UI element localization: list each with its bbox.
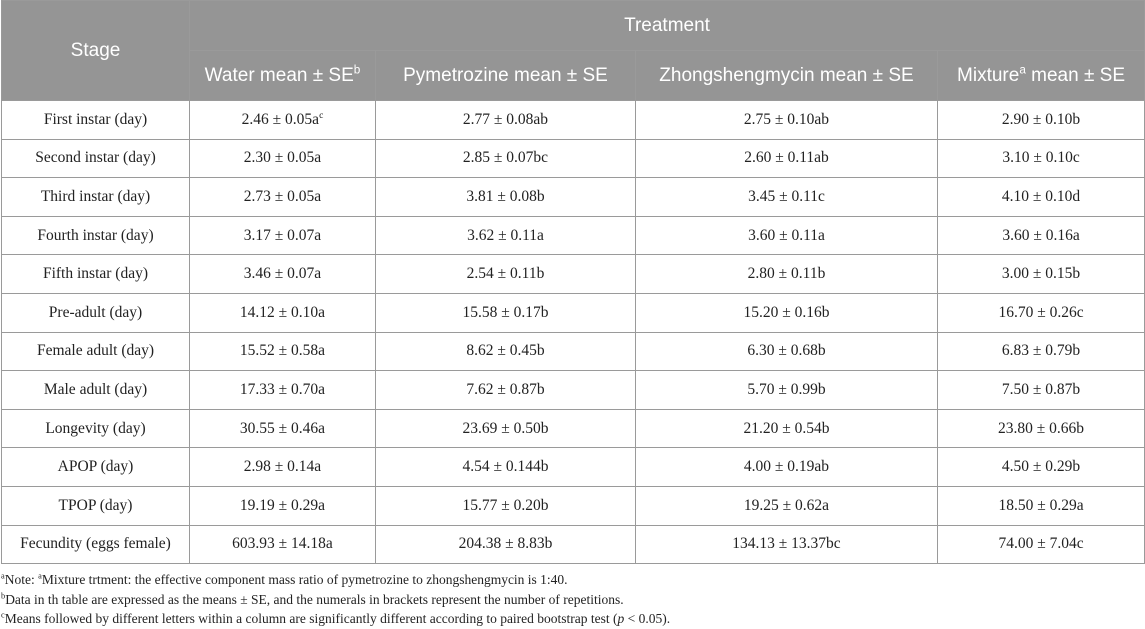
cell-value: 2.46 ± 0.05a — [241, 110, 320, 128]
zhongshengmycin-cell: 2.75 ± 0.10ab — [636, 101, 938, 140]
column-name-suffix: mean ± SE — [1025, 64, 1125, 86]
footnote-marker: c — [319, 109, 324, 121]
stage-cell: Fifth instar (day) — [2, 255, 190, 294]
footnote-text: Mixture trtment: the effective component mass ratio of pymetrozine to zhongshengmycin is 1:40. — [41, 572, 568, 588]
pymetrozine-cell: 7.62 ± 0.87b — [376, 371, 636, 410]
table-row — [2, 525, 1145, 564]
water-cell: 30.55 ± 0.46a — [190, 409, 376, 448]
pymetrozine-cell: 3.81 ± 0.08b — [376, 178, 636, 217]
water-cell: 19.19 ± 0.29a — [190, 486, 376, 525]
water-cell: 15.52 ± 0.58a — [190, 332, 376, 371]
zhongshengmycin-cell: 2.80 ± 0.11b — [636, 255, 938, 294]
pymetrozine-cell: 2.54 ± 0.11b — [376, 255, 636, 294]
mixture-cell: 7.50 ± 0.87b — [938, 371, 1145, 410]
stage-cell: Longevity (day) — [2, 409, 190, 448]
table-row — [2, 293, 1145, 332]
stage-cell: Fourth instar (day) — [2, 216, 190, 255]
pymetrozine-column-header — [376, 51, 636, 101]
footnote-lead: Note: — [4, 572, 39, 588]
zhongshengmycin-cell: 6.30 ± 0.68b — [636, 332, 938, 371]
pymetrozine-cell: 2.85 ± 0.07bc — [376, 139, 636, 178]
water-cell: 3.46 ± 0.07a — [190, 255, 376, 294]
pymetrozine-cell: 8.62 ± 0.45b — [376, 332, 636, 371]
stage-cell: Third instar (day) — [2, 178, 190, 217]
footnote-marker: c — [1, 610, 5, 620]
mixture-cell: 16.70 ± 0.26c — [938, 293, 1145, 332]
mixture-cell: 3.60 ± 0.16a — [938, 216, 1145, 255]
pymetrozine-cell: 23.69 ± 0.50b — [376, 409, 636, 448]
table-row — [2, 332, 1145, 371]
footnote-marker: a — [1, 571, 5, 581]
pymetrozine-cell: 15.77 ± 0.20b — [376, 486, 636, 525]
water-column-header — [190, 51, 376, 101]
mixture-cell: 3.00 ± 0.15b — [938, 255, 1145, 294]
mixture-cell: 2.90 ± 0.10b — [938, 101, 1145, 140]
footnote-text: Means followed by different letters within a column are significantly different according to paired bootstrap test ( — [4, 611, 618, 627]
column-name: Zhongshengmycin mean ± SE — [659, 64, 914, 86]
table-row — [2, 216, 1145, 255]
pymetrozine-cell: 3.62 ± 0.11a — [376, 216, 636, 255]
table-row — [2, 371, 1145, 410]
mixture-column-header — [938, 51, 1145, 101]
table-row — [2, 409, 1145, 448]
footnote-a — [1, 570, 1144, 590]
zhongshengmycin-cell: 5.70 ± 0.99b — [636, 371, 938, 410]
results-table — [1, 0, 1145, 564]
footnote-c — [1, 609, 1144, 629]
water-cell: 3.17 ± 0.07a — [190, 216, 376, 255]
table-row — [2, 255, 1145, 294]
mixture-cell: 4.50 ± 0.29b — [938, 448, 1145, 487]
mixture-cell: 23.80 ± 0.66b — [938, 409, 1145, 448]
water-cell: 14.12 ± 0.10a — [190, 293, 376, 332]
table-row — [2, 178, 1145, 217]
mixture-cell: 18.50 ± 0.29a — [938, 486, 1145, 525]
stage-cell: Male adult (day) — [2, 371, 190, 410]
zhongshengmycin-cell: 3.45 ± 0.11c — [636, 178, 938, 217]
stage-cell: Fecundity (eggs female) — [2, 525, 190, 564]
column-name: Water mean ± SE — [204, 64, 354, 86]
column-name: Mixture — [957, 64, 1020, 86]
footnote-text: Data in th table are expressed as the means ± SE, and the numerals in brackets represent the number of repetitions. — [5, 591, 624, 607]
treatment-header: Treatment — [190, 1, 1145, 51]
footnote-marker: b — [353, 63, 361, 77]
table-footnotes — [0, 570, 1145, 629]
footnote-marker: b — [1, 591, 6, 601]
pymetrozine-cell: 2.77 ± 0.08ab — [376, 101, 636, 140]
zhongshengmycin-cell: 15.20 ± 0.16b — [636, 293, 938, 332]
footnote-b — [1, 590, 1144, 610]
mixture-cell: 4.10 ± 0.10d — [938, 178, 1145, 217]
water-cell: 2.98 ± 0.14a — [190, 448, 376, 487]
zhongshengmycin-cell: 21.20 ± 0.54b — [636, 409, 938, 448]
water-cell: 2.30 ± 0.05a — [190, 139, 376, 178]
water-cell — [190, 101, 376, 140]
stage-cell: Second instar (day) — [2, 139, 190, 178]
p-symbol: p — [617, 611, 625, 627]
water-cell: 17.33 ± 0.70a — [190, 371, 376, 410]
mixture-cell: 6.83 ± 0.79b — [938, 332, 1145, 371]
zhongshengmycin-cell: 3.60 ± 0.11a — [636, 216, 938, 255]
water-cell: 2.73 ± 0.05a — [190, 178, 376, 217]
pymetrozine-cell: 204.38 ± 8.83b — [376, 525, 636, 564]
zhongshengmycin-cell: 2.60 ± 0.11ab — [636, 139, 938, 178]
pymetrozine-cell: 4.54 ± 0.144b — [376, 448, 636, 487]
zhongshengmycin-cell: 19.25 ± 0.62a — [636, 486, 938, 525]
stage-cell: APOP (day) — [2, 448, 190, 487]
table-body — [2, 101, 1145, 564]
table-row — [2, 486, 1145, 525]
table-row — [2, 448, 1145, 487]
zhongshengmycin-cell: 134.13 ± 13.37bc — [636, 525, 938, 564]
table-row — [2, 139, 1145, 178]
pymetrozine-cell: 15.58 ± 0.17b — [376, 293, 636, 332]
mixture-cell: 3.10 ± 0.10c — [938, 139, 1145, 178]
stage-cell: TPOP (day) — [2, 486, 190, 525]
footnote-marker: a — [38, 571, 42, 581]
mixture-cell: 74.00 ± 7.04c — [938, 525, 1145, 564]
table-row — [2, 101, 1145, 140]
zhongshengmycin-cell: 4.00 ± 0.19ab — [636, 448, 938, 487]
column-name: Pymetrozine mean ± SE — [403, 64, 608, 86]
footnote-marker: a — [1019, 63, 1026, 77]
stage-cell: Female adult (day) — [2, 332, 190, 371]
footnote-text: < 0.05). — [624, 611, 671, 627]
stage-cell: Pre-adult (day) — [2, 293, 190, 332]
stage-header: Stage — [2, 1, 190, 101]
zhongshengmycin-column-header — [636, 51, 938, 101]
table-header — [2, 1, 1145, 101]
water-cell: 603.93 ± 14.18a — [190, 525, 376, 564]
stage-cell: First instar (day) — [2, 101, 190, 140]
